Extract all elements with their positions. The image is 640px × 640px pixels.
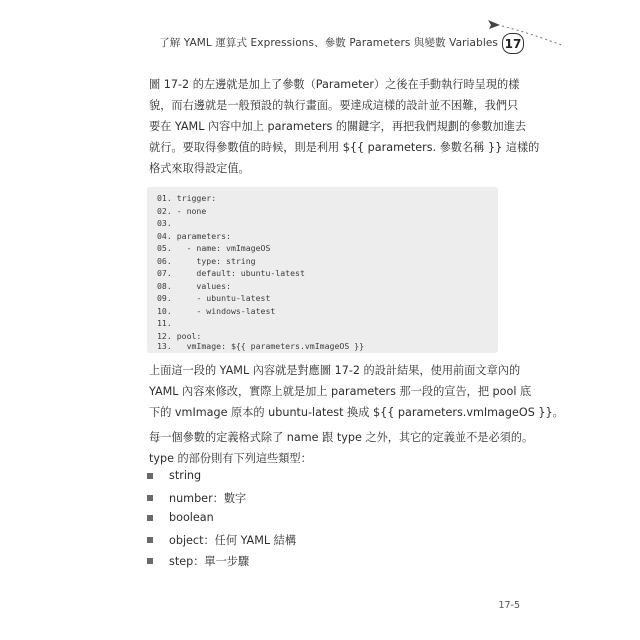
intro-line: 就行。要取得參數值的時候，則是利用 ${{ parameters. 參數名稱 }} 這樣的: [149, 141, 540, 154]
code-line: 05. - name: vmImageOS: [157, 243, 271, 253]
code-line: 09. - ubuntu-latest: [157, 293, 271, 303]
type-list-item: [147, 532, 296, 548]
bullet-square-icon: [147, 537, 153, 543]
type-list-item: [147, 469, 201, 482]
bullet-square-icon: [147, 515, 153, 521]
intro-line: 要在 YAML 內容中加上 parameters 的關鍵字，再把我們規劃的參數加進去: [149, 120, 527, 133]
explain-line: 下的 vmImage 原本的 ubuntu-latest 換成 ${{ parameters.vmImageOS }}。: [149, 406, 564, 419]
bullet-square-icon: [147, 495, 153, 501]
code-line: 08. values:: [157, 280, 231, 291]
intro-paragraph: [149, 74, 540, 179]
code-block: [147, 187, 498, 353]
bullet-square-icon: [147, 558, 153, 564]
intro-line: 格式來取得設定值。: [149, 162, 250, 175]
code-line: 02. - none: [157, 205, 207, 216]
chapter-header-title: 了解 YAML 運算式 Expressions、參數 Parameters 與變數 Variables: [159, 37, 498, 49]
type-list-item: [147, 511, 214, 524]
type-list-label: object：任何 YAML 結構: [169, 534, 297, 547]
type-list-label: string: [169, 469, 202, 482]
code-line: 01. trigger:: [157, 193, 217, 203]
definition-paragraph: [149, 427, 534, 469]
intro-line: 貌，而右邊就是一般預設的執行畫面。要達成這樣的設計並不困難，我們只: [149, 99, 519, 112]
type-list-label: step：單一步驟: [169, 555, 250, 568]
code-line: 03.: [157, 218, 172, 228]
code-line: 06. type: string: [157, 255, 256, 266]
bullet-square-icon: [147, 473, 153, 479]
definition-line: 每一個參數的定義格式除了 name 跟 type 之外，其它的定義並不是必須的。: [149, 431, 534, 444]
type-list-item: [147, 553, 249, 569]
type-list-label: boolean: [169, 511, 214, 524]
page-number: 17-5: [498, 600, 520, 611]
explanation-paragraph: [149, 360, 564, 423]
type-list-label: number：數字: [169, 492, 247, 505]
explain-line: YAML 內容來修改，實際上就是加上 parameters 那一段的宣告，把 pool 底: [149, 385, 532, 398]
explain-line: 上面這一段的 YAML 內容就是對應圖 17-2 的設計結果，使用前面文章內的: [149, 364, 521, 377]
chapter-number-badge: 17: [502, 33, 524, 54]
code-line: 13. vmImage: ${{ parameters.vmImageOS }}: [157, 341, 365, 351]
definition-line: type 的部份則有下列這些類型：: [149, 452, 312, 465]
code-line: 07. default: ubuntu-latest: [157, 268, 305, 278]
code-line: 10. - windows-latest: [157, 305, 276, 316]
type-list-item: [147, 490, 246, 506]
code-line: 12. pool:: [157, 330, 202, 341]
code-line: 04. parameters:: [157, 230, 231, 241]
code-line: 11.: [157, 318, 172, 328]
intro-line: 圖 17-2 的左邊就是加上了參數（Parameter）之後在手動執行時呈現的樣: [149, 78, 520, 91]
